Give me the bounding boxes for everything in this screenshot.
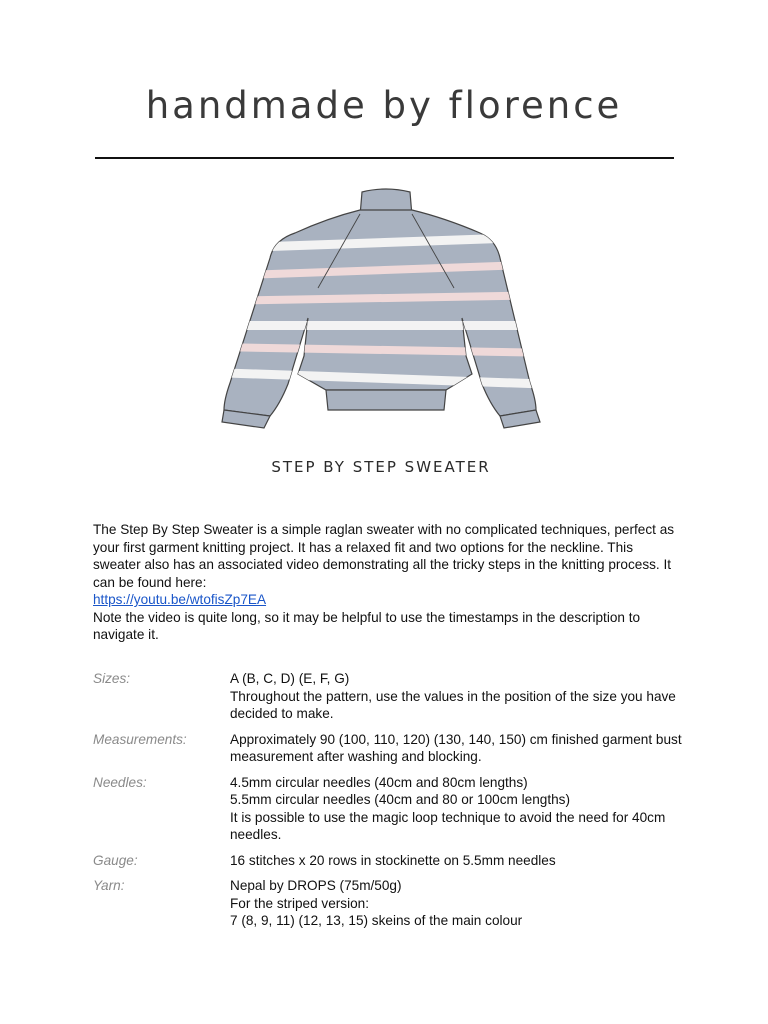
spec-label: Sizes:: [93, 671, 131, 686]
sweater-hem: [326, 390, 446, 410]
stripe: [200, 321, 570, 330]
spec-value: 7 (8, 9, 11) (12, 13, 15) skeins of the main colour: [230, 913, 523, 928]
spec-row-gauge: [93, 852, 683, 870]
illustration-caption: STEP BY STEP SWEATER: [271, 458, 491, 476]
spec-value: A (B, C, D) (E, F, G): [230, 671, 350, 686]
intro-paragraph: The Step By Step Sweater is a simple raglan sweater with no complicated techniques, perfect as your first garment knitting project. It has a relaxed fit and two options for the neckline. This sweater also has an associated video demonstrating all the tricky steps in the knitting process. It can be found here:: [93, 522, 675, 590]
spec-value: 5.5mm circular needles (40cm and 80 or 100cm lengths): [230, 792, 571, 807]
spec-label: Yarn:: [93, 878, 125, 893]
brand-logo: handmade by florence: [145, 84, 623, 127]
spec-value: It is possible to use the magic loop technique to avoid the need for 40cm needles.: [230, 809, 666, 842]
spec-row-sizes: [93, 670, 683, 723]
sweater-illustration: [200, 178, 570, 500]
spec-value: For the striped version:: [230, 895, 370, 911]
video-link[interactable]: https://youtu.be/wtofisZp7EA: [93, 592, 267, 607]
spec-label: Measurements:: [93, 731, 187, 747]
spec-label: Gauge:: [93, 852, 138, 868]
spec-row-needles: [93, 774, 683, 844]
spec-value: 16 stitches x 20 rows in stockinette on 5.5mm needles: [230, 852, 556, 868]
spec-label: Needles:: [93, 774, 147, 790]
spec-value: Throughout the pattern, use the values in the position of the size you have decided to make.: [230, 688, 676, 721]
intro-text: [93, 521, 683, 644]
spec-value: Approximately 90 (100, 110, 120) (130, 140, 150) cm finished garment bust measurement after washing and blocking.: [230, 731, 682, 764]
spec-value: 4.5mm circular needles (40cm and 80cm lengths): [230, 774, 528, 790]
spec-value: Nepal by DROPS (75m/50g): [230, 878, 402, 893]
header-divider: [95, 157, 674, 159]
intro-note: Note the video is quite long, so it may be helpful to use the timestamps in the description to navigate it.: [93, 609, 641, 642]
spec-row-yarn: [93, 877, 683, 930]
spec-row-measurements: [93, 731, 683, 766]
spec-list: [93, 670, 683, 938]
